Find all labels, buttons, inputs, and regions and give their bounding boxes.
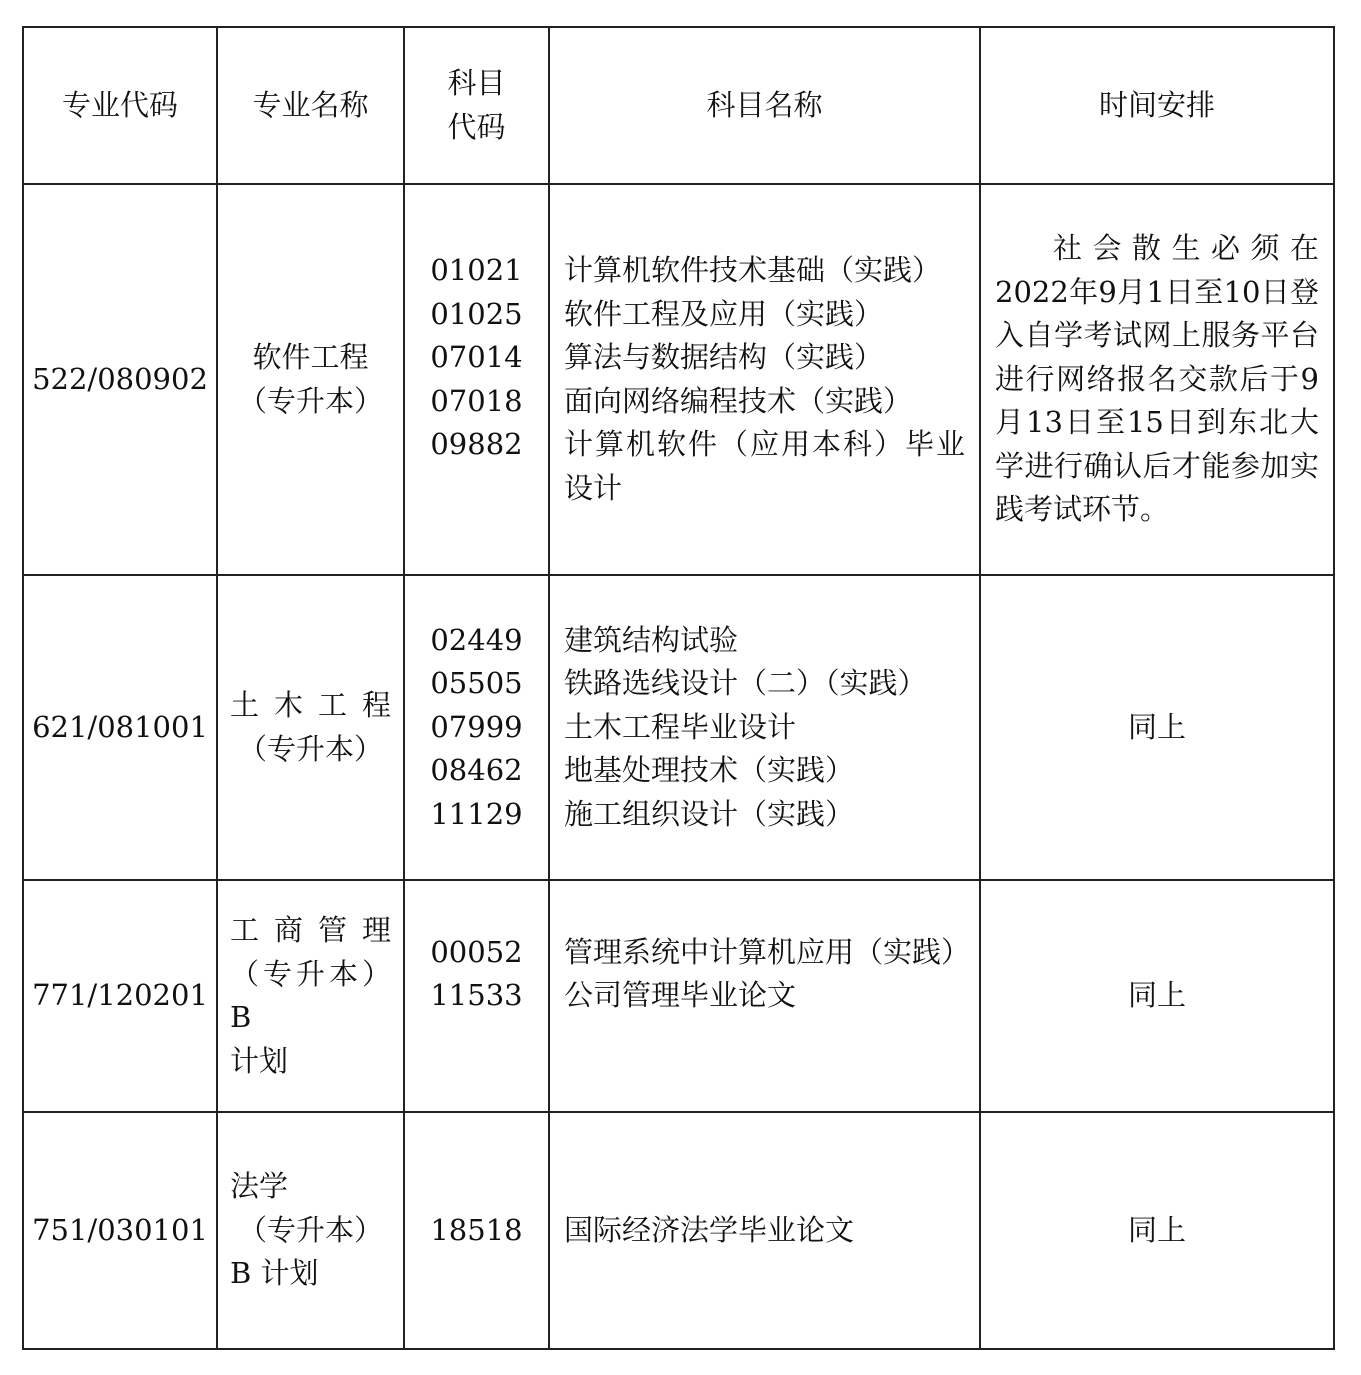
table-row xyxy=(23,1112,1334,1349)
header-major-code: 专业代码 xyxy=(23,27,217,184)
major-name-line: （专升本） xyxy=(237,731,383,766)
subject-name: 管理系统中计算机应用（实践） xyxy=(564,934,971,969)
major-name-cell xyxy=(217,880,404,1112)
header-subject-name: 科目名称 xyxy=(549,27,980,184)
schedule-note: 社会散生必须在2022年9月1日至10日登入自学考试网上服务平台进行网络报名交款后于9月13日至15日到东北大学进行确认后才能参加实践考试环节。 xyxy=(995,231,1319,527)
schedule-cell xyxy=(980,184,1334,575)
subject-code: 01025 xyxy=(430,296,523,331)
major-name-cell xyxy=(217,575,404,880)
table-row xyxy=(23,575,1334,880)
header-major-name: 专业名称 xyxy=(217,27,404,184)
subject-code: 07014 xyxy=(430,340,523,374)
major-name-line: B 计划 xyxy=(230,1256,319,1291)
subject-code: 02449 xyxy=(430,622,523,657)
table-row xyxy=(23,184,1334,575)
header-subject-code-line1: 科目 xyxy=(447,66,506,100)
table-row xyxy=(23,880,1334,1112)
major-name-line: 工商管理 xyxy=(230,913,391,947)
schedule-cell: 同上 xyxy=(980,880,1334,1112)
subject-code: 11129 xyxy=(430,796,523,831)
subject-name: 国际经济法学毕业论文 xyxy=(564,1212,855,1247)
subject-name: 计算机软件技术基础（实践） xyxy=(564,253,942,287)
subject-names-cell xyxy=(549,1112,980,1349)
exam-schedule-table xyxy=(22,26,1335,1350)
subject-code: 07999 xyxy=(430,709,523,744)
schedule-cell: 同上 xyxy=(980,1112,1334,1349)
major-name-line: 土木工程 xyxy=(230,688,391,722)
subject-names-cell xyxy=(549,575,980,880)
major-name-line: （专升本） xyxy=(237,383,383,418)
subject-code: 08462 xyxy=(430,753,523,788)
major-name-line: （专升本） xyxy=(237,1212,383,1247)
subject-name: 地基处理技术（实践） xyxy=(564,753,855,788)
major-name-cell xyxy=(217,184,404,575)
subject-code: 18518 xyxy=(430,1212,523,1247)
subject-codes-cell xyxy=(404,1112,549,1349)
major-name-cell xyxy=(217,1112,404,1349)
major-code-cell: 621/081001 xyxy=(23,575,217,880)
schedule-cell: 同上 xyxy=(980,575,1334,880)
subject-code: 01021 xyxy=(430,253,523,287)
subject-code: 11533 xyxy=(430,978,523,1013)
subject-code: 00052 xyxy=(430,934,523,969)
subject-name: 计算机软件（应用本科）毕业设计 xyxy=(564,427,965,505)
subject-codes-cell xyxy=(404,575,549,880)
major-name-line: 法学 xyxy=(230,1169,289,1204)
subject-name: 算法与数据结构（实践） xyxy=(564,340,884,374)
header-schedule: 时间安排 xyxy=(980,27,1334,184)
subject-name: 软件工程及应用（实践） xyxy=(564,296,884,331)
subject-name: 施工组织设计（实践） xyxy=(564,796,855,831)
major-code-cell: 771/120201 xyxy=(23,880,217,1112)
subject-name: 土木工程毕业设计 xyxy=(564,709,797,744)
subject-name: 铁路选线设计（二）（实践） xyxy=(564,666,927,701)
subject-code: 07018 xyxy=(430,383,523,418)
subject-names-cell xyxy=(549,184,980,575)
subject-code: 05505 xyxy=(430,666,523,701)
subject-name: 公司管理毕业论文 xyxy=(564,978,797,1013)
subject-name: 建筑结构试验 xyxy=(564,622,739,657)
subject-code: 09882 xyxy=(430,427,523,461)
major-code-cell: 751/030101 xyxy=(23,1112,217,1349)
major-name-line: （专升本）B xyxy=(230,956,391,1034)
table-header-row xyxy=(23,27,1334,184)
major-name-line: 软件工程 xyxy=(252,340,369,374)
subject-codes-cell xyxy=(404,880,549,1112)
subject-name: 面向网络编程技术（实践） xyxy=(564,383,913,418)
subject-codes-cell xyxy=(404,184,549,575)
header-subject-code xyxy=(404,27,549,184)
header-subject-code-line2: 代码 xyxy=(447,109,506,144)
major-code-cell: 522/080902 xyxy=(23,184,217,575)
major-name-line: 计划 xyxy=(230,1043,289,1078)
subject-names-cell xyxy=(549,880,980,1112)
